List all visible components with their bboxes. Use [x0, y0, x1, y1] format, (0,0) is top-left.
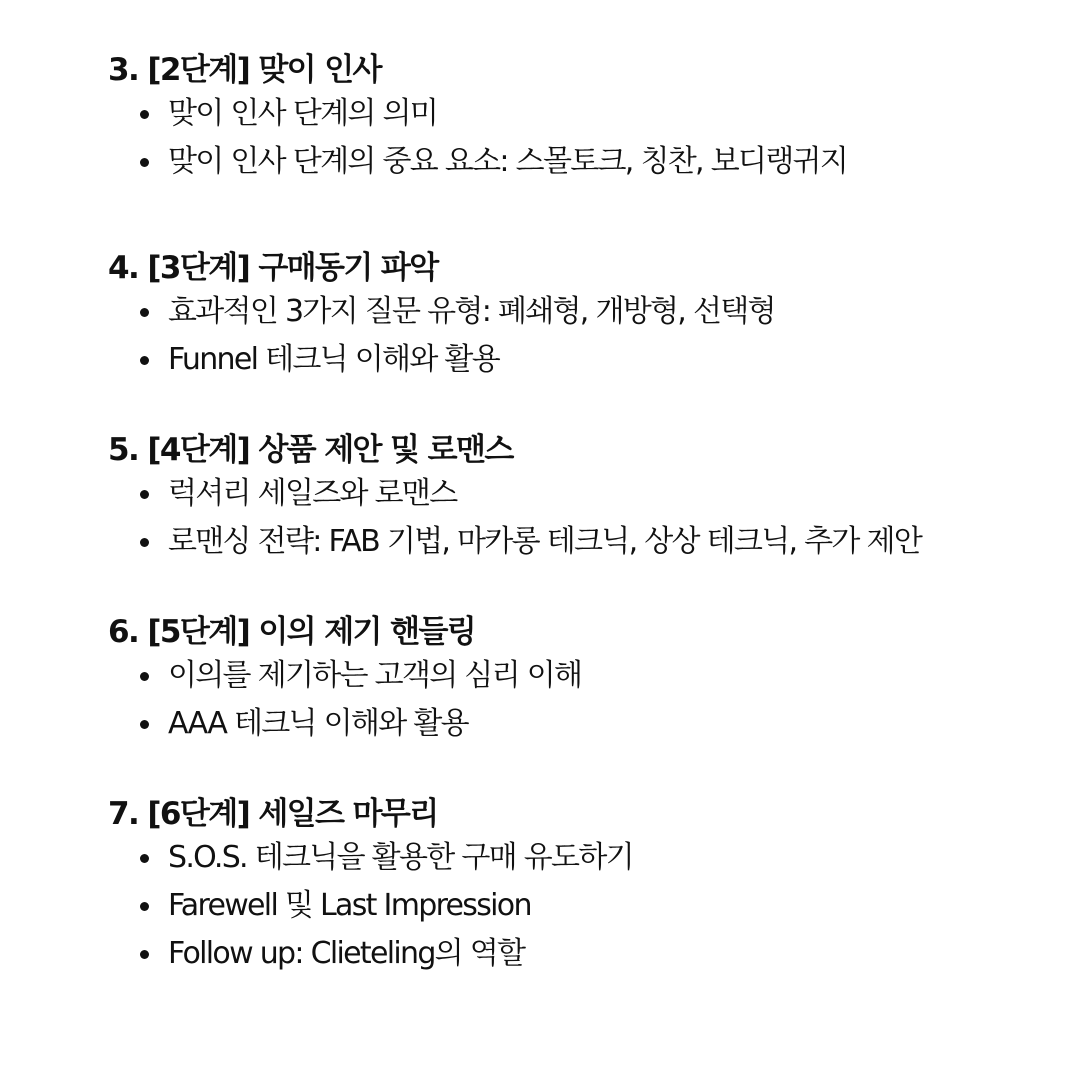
bullet-icon [140, 672, 149, 681]
list-item [108, 700, 1028, 748]
section-heading: 5. [4단계] 상품 제안 및 로맨스 [108, 432, 513, 468]
list-item [108, 288, 1028, 336]
list-item-text: 효과적인 3가지 질문 유형: 폐쇄형, 개방형, 선택형 [168, 294, 775, 329]
bullet-icon [140, 490, 149, 499]
list-item-text: Funnel 테크닉 이해와 활용 [168, 342, 499, 377]
list-item-text: 이의를 제기하는 고객의 심리 이해 [168, 658, 582, 693]
list-item [108, 834, 1028, 882]
section-step-2 [108, 50, 1028, 186]
bullet-icon [140, 356, 149, 365]
list-item-text: AAA 테크닉 이해와 활용 [168, 706, 468, 741]
bullet-icon [140, 110, 149, 119]
list-item [108, 518, 1028, 566]
bullet-icon [140, 902, 149, 911]
bullet-list [108, 90, 1028, 186]
section-step-6 [108, 794, 1028, 978]
bullet-list [108, 288, 1028, 384]
list-item [108, 882, 1028, 930]
section-step-4 [108, 430, 1028, 566]
section-heading: 4. [3단계] 구매동기 파악 [108, 250, 438, 286]
bullet-list [108, 470, 1028, 566]
list-item [108, 652, 1028, 700]
list-item [108, 90, 1028, 138]
list-item-text: S.O.S. 테크닉을 활용한 구매 유도하기 [168, 840, 633, 875]
list-item-text: 맞이 인사 단계의 의미 [168, 96, 438, 131]
list-item [108, 930, 1028, 978]
bullet-icon [140, 720, 149, 729]
list-item-text: Farewell 및 Last Impression [168, 888, 531, 923]
bullet-icon [140, 538, 149, 547]
list-item-text: 럭셔리 세일즈와 로맨스 [168, 476, 457, 511]
section-heading: 7. [6단계] 세일즈 마무리 [108, 796, 438, 832]
bullet-list [108, 652, 1028, 748]
section-step-3 [108, 248, 1028, 384]
list-item-text: 맞이 인사 단계의 중요 요소: 스몰토크, 칭찬, 보디랭귀지 [168, 144, 848, 179]
bullet-icon [140, 158, 149, 167]
bullet-icon [140, 308, 149, 317]
bullet-icon [140, 950, 149, 959]
list-item-text: 로맨싱 전략: FAB 기법, 마카롱 테크닉, 상상 테크닉, 추가 제안 [168, 524, 922, 559]
bullet-icon [140, 854, 149, 863]
section-step-5 [108, 612, 1028, 748]
list-item [108, 470, 1028, 518]
list-item [108, 138, 1028, 186]
bullet-list [108, 834, 1028, 978]
section-heading: 6. [5단계] 이의 제기 핸들링 [108, 614, 476, 650]
list-item [108, 336, 1028, 384]
list-item-text: Follow up: Clieteling의 역할 [168, 936, 525, 971]
section-heading: 3. [2단계] 맞이 인사 [108, 52, 381, 88]
